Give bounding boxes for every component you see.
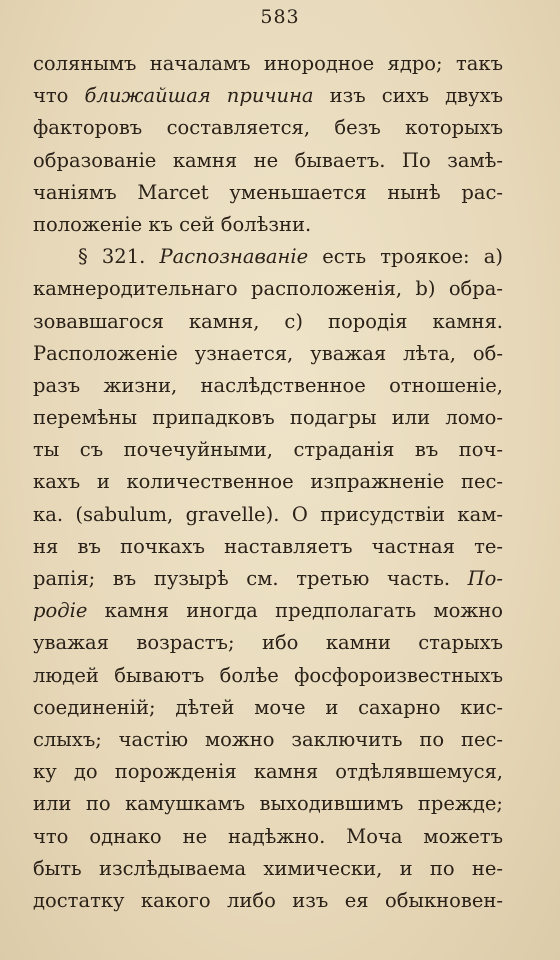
text-line: что однако не надѣжно. Моча можетъ: [33, 824, 503, 848]
text-line: [33, 563, 503, 595]
text-line: ты съ почечуйными, страданія въ поч-: [33, 438, 503, 462]
text-line: ка. (sabulum, gravelle). О присудствіи кам-: [33, 502, 503, 526]
text-line: уважая возрастъ; ибо камни старыхъ: [33, 631, 503, 655]
text-span: камня иногда предполагать можно: [87, 599, 503, 623]
text-line: Расположеніе узнается, уважая лѣта, об-: [33, 341, 503, 365]
text-span: изъ сихъ двухъ: [313, 84, 503, 108]
text-span: рапія; въ пузырѣ см. третью часть.: [33, 567, 468, 590]
text-line: факторовъ составляется, безъ которыхъ: [33, 116, 503, 140]
italic-term: родіе: [33, 599, 88, 623]
text-line: образованіе камня не бываетъ. По замѣ-: [33, 148, 503, 172]
section-number: § 321.: [78, 245, 160, 269]
text-line: камнеродительнаго расположенія, b) обра-: [33, 277, 503, 301]
text-line: [33, 80, 503, 112]
text-line: солянымъ началамъ инородное ядро; такъ: [33, 52, 503, 75]
text-line: людей бываютъ болѣе фосфороизвестныхъ: [33, 663, 503, 687]
italic-term: По-: [467, 567, 503, 590]
text-span: что: [33, 84, 85, 108]
text-line: положеніе къ сей болѣзни.: [33, 212, 312, 236]
text-line: ку до порожденія камня отдѣлявшемуся,: [33, 760, 503, 784]
italic-term: Распознаваніе: [159, 245, 309, 269]
section-heading-line: [33, 241, 503, 273]
text-line: [33, 595, 503, 627]
text-span: есть троякое: а): [308, 245, 503, 269]
text-line: быть изслѣдываема химически, и по не-: [33, 856, 503, 880]
text-line: кахъ и количественное изпражненіе пес-: [33, 470, 503, 494]
text-line: зовавшагося камня, с) породія камня.: [33, 309, 503, 333]
text-line: достатку какого либо изъ ея обыкновен-: [33, 888, 503, 912]
text-line: чаніямъ Marcet уменьшается нынѣ рас-: [33, 180, 503, 204]
text-line: или по камушкамъ выходившимъ прежде;: [33, 792, 503, 816]
text-line: соединеній; дѣтей моче и сахарно кис-: [33, 695, 503, 719]
text-line: слыхъ; частію можно заключить по пес-: [33, 727, 503, 751]
text-line: перемѣны припадковъ подагры или ломо-: [33, 406, 503, 430]
text-line: ня въ почкахъ наставляетъ частная те-: [33, 534, 503, 558]
body-text: [33, 48, 503, 917]
italic-term: ближайшая причина: [84, 84, 314, 108]
page-number: 583: [260, 6, 300, 28]
text-line: разъ жизни, наслѣдственное отношеніе,: [33, 373, 503, 397]
